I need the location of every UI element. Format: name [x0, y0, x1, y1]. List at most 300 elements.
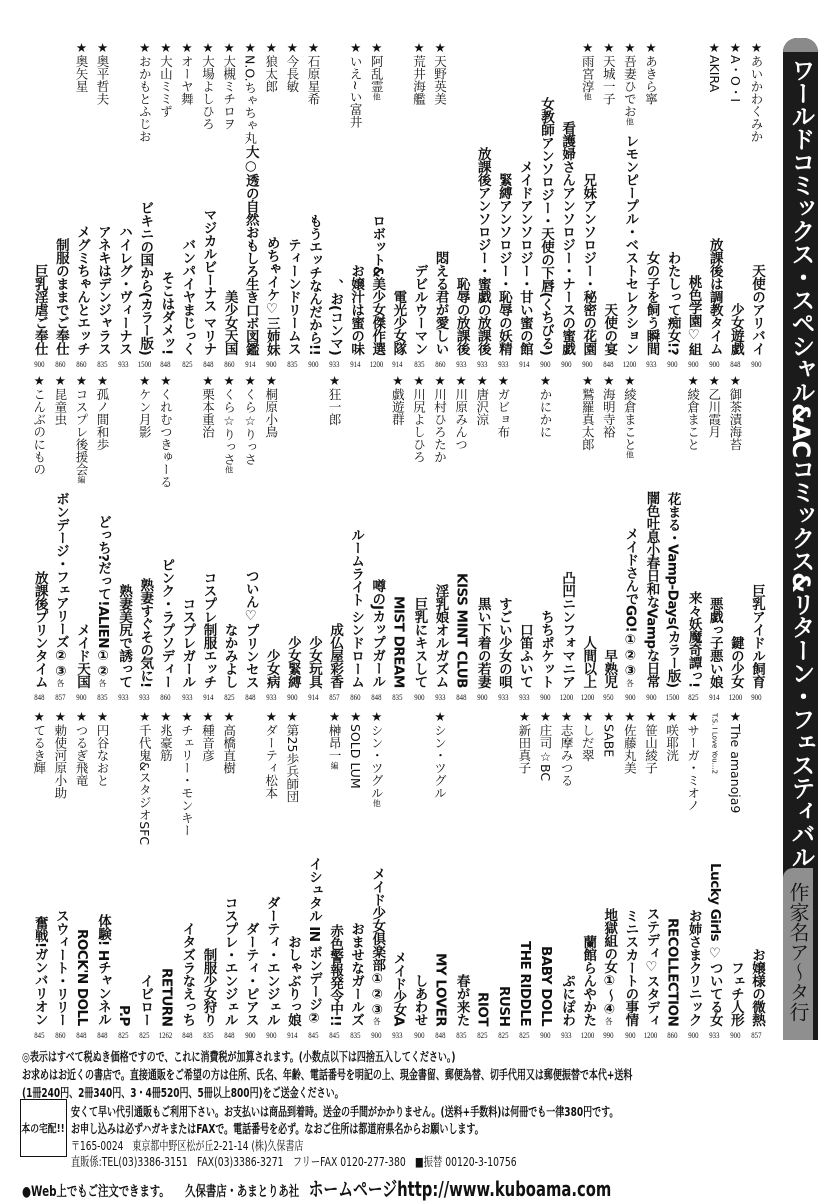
book-title[interactable]: 体験! Hチャンネル — [95, 914, 112, 1026]
author-name-text: ★SABE — [601, 709, 617, 758]
catalog-entry[interactable] — [683, 373, 704, 703]
book-price: 990 — [603, 1030, 614, 1040]
book-title[interactable]: 制服少女狩り — [200, 948, 217, 1026]
author-name-text: ★桐原小鳥 — [263, 373, 279, 438]
book-title[interactable]: 緊縛アンソロジー・恥辱の妖精 — [495, 173, 512, 355]
catalog-entry[interactable] — [662, 709, 683, 1041]
catalog-entry[interactable] — [683, 709, 704, 1041]
catalog-entry[interactable] — [640, 373, 661, 703]
catalog-entry[interactable] — [556, 40, 577, 370]
catalog-entry[interactable] — [155, 373, 176, 703]
book-title[interactable]: 放課後は調教タイム — [706, 238, 723, 355]
catalog-entry[interactable] — [514, 709, 535, 1041]
catalog-entry[interactable] — [619, 709, 640, 1041]
catalog-entry[interactable] — [282, 373, 303, 703]
catalog-entry[interactable] — [366, 40, 387, 370]
book-title[interactable]: 人間以上 — [580, 636, 597, 688]
book-title[interactable]: なかみよし — [221, 623, 238, 688]
book-title[interactable]: 恥辱の放課後 — [453, 277, 470, 355]
author-suffix: 他 — [625, 450, 635, 459]
catalog-entry[interactable] — [746, 40, 767, 370]
catalog-entry[interactable] — [219, 709, 240, 1041]
catalog-entry[interactable] — [197, 709, 218, 1041]
catalog-entry[interactable] — [725, 373, 746, 703]
book-title[interactable]: ボンデージ・フェアリーズ②③ — [52, 492, 69, 679]
author-name — [746, 40, 767, 143]
catalog-entry[interactable] — [598, 373, 619, 703]
book-title[interactable]: ロボット&美少女傑作選 — [369, 213, 386, 355]
book-title[interactable]: ステディ♡スタディ — [643, 906, 660, 1026]
catalog-entry[interactable] — [240, 709, 261, 1041]
book-title[interactable]: 春が来た — [453, 974, 470, 1026]
author-name — [577, 373, 598, 451]
author-name — [134, 373, 155, 438]
catalog-entry[interactable] — [197, 40, 218, 370]
book-price: 933 — [456, 359, 467, 369]
catalog-entry[interactable] — [303, 373, 324, 703]
catalog-entry[interactable] — [29, 40, 50, 370]
author-name — [324, 709, 345, 770]
catalog-entry[interactable] — [303, 40, 324, 370]
catalog-entry[interactable] — [619, 373, 640, 703]
catalog-entry[interactable] — [408, 373, 429, 703]
author-name-text: ★おかもとふじお — [137, 40, 153, 143]
book-title[interactable]: 熟妻美尻で誘って — [116, 584, 133, 688]
book-price: 835 — [97, 692, 108, 702]
catalog-entry[interactable] — [134, 40, 155, 370]
author-name-text: ★大場よしひろ — [200, 40, 216, 130]
book-title[interactable]: 少女病 — [263, 649, 280, 688]
book-title[interactable]: 放課後アンソロジー・蜜戯の放課後 — [474, 147, 491, 355]
book-title[interactable]: イビロー — [137, 974, 154, 1026]
catalog-entry[interactable] — [493, 40, 514, 370]
book-title[interactable]: MY LOVER — [432, 952, 449, 1026]
book-title[interactable]: おしゃぶりっ娘 — [284, 935, 301, 1026]
catalog-entry[interactable] — [324, 40, 345, 370]
catalog-entry[interactable] — [472, 709, 493, 1041]
author-name — [134, 40, 155, 143]
book-title[interactable]: ティーンドリームス — [284, 238, 301, 355]
book-price: 857 — [329, 692, 340, 702]
book-title[interactable]: 凸凹ニンフォマニア — [559, 571, 576, 688]
catalog-entry[interactable] — [324, 709, 345, 1041]
book-title[interactable]: もうエッチなんだから!! — [305, 213, 322, 355]
author-name-text: ★阿乱霊 — [369, 40, 385, 93]
book-title[interactable]: 口笛ふいて — [516, 623, 533, 688]
catalog-entry[interactable] — [514, 40, 535, 370]
catalog-entry[interactable] — [176, 373, 197, 703]
author-name-text: ★綾倉まこと — [622, 373, 638, 451]
catalog-entry[interactable] — [451, 709, 472, 1041]
catalog-entry[interactable] — [134, 709, 155, 1041]
book-price: 900 — [245, 1030, 256, 1040]
author-name-text: ★鷲羅真太郎 — [580, 373, 596, 451]
catalog-entry[interactable] — [345, 40, 366, 370]
catalog-entry[interactable] — [472, 40, 493, 370]
catalog-entry[interactable] — [71, 40, 92, 370]
catalog-entry[interactable] — [619, 40, 640, 370]
catalog-entry[interactable] — [71, 373, 92, 703]
author-name-text: ★奥矢星 — [73, 40, 89, 93]
book-price: 848 — [34, 692, 45, 702]
catalog-entry[interactable] — [282, 40, 303, 370]
book-title[interactable]: メイドさんでGO!①②③ — [622, 527, 639, 679]
catalog-entry[interactable] — [345, 373, 366, 703]
author-suffix: 他 — [372, 799, 382, 807]
author-name — [92, 40, 113, 105]
price-each-note: 各 — [56, 679, 65, 688]
author-name-text: ★くれむつきゅーる — [158, 373, 174, 488]
catalog-entry[interactable] — [50, 373, 71, 703]
author-name-text: ★くら☆りっさ — [242, 373, 258, 466]
catalog-entry[interactable] — [598, 709, 619, 1041]
catalog-entry[interactable] — [725, 709, 746, 1041]
author-name — [683, 709, 704, 812]
book-title[interactable]: ダーティ・ピアス — [242, 922, 259, 1026]
book-price: 848 — [730, 359, 741, 369]
book-title[interactable]: 女の子を飼う瞬間 — [643, 251, 660, 355]
catalog-entry[interactable] — [219, 373, 240, 703]
book-title[interactable]: 女教師アンソロジー・天使の下唇(くちびる) — [538, 96, 555, 355]
catalog-entry[interactable] — [430, 709, 451, 1041]
author-name-text: ★咲耶洸 — [664, 709, 680, 762]
book-title[interactable]: メイド少女倶楽部①②③ — [369, 866, 386, 1017]
catalog-entry[interactable] — [155, 709, 176, 1041]
catalog-entry[interactable] — [640, 709, 661, 1041]
book-price: 835 — [456, 1030, 467, 1040]
book-title[interactable]: 、お(コンマ) — [327, 278, 344, 355]
book-title[interactable]: アネキはデンジャラス — [95, 225, 112, 355]
book-title[interactable]: フェチ人形 — [727, 961, 744, 1026]
author-name-text: ★狂一郎 — [327, 373, 343, 426]
catalog-entry[interactable] — [303, 709, 324, 1041]
book-title[interactable]: 淫乳娘オルガズム — [432, 584, 449, 688]
catalog-entry[interactable] — [472, 373, 493, 703]
book-title[interactable]: ピンク・ラプソディー — [158, 558, 175, 688]
book-title[interactable]: メグミちゃんとエッチ — [73, 225, 90, 355]
author-name — [430, 40, 451, 105]
book-title[interactable]: スウィート・リリー — [52, 909, 69, 1026]
catalog-entry[interactable] — [704, 373, 725, 703]
book-title[interactable]: ルームライト シンドローム — [348, 527, 365, 688]
catalog-entry[interactable] — [514, 373, 535, 703]
catalog-entry[interactable] — [261, 709, 282, 1041]
book-title[interactable]: ちちポケット — [538, 610, 555, 688]
book-title[interactable]: 赤色警報発令中!! — [327, 923, 344, 1026]
book-title[interactable]: 熟妻すぐその気に! — [137, 578, 154, 688]
web-order-line — [22, 1156, 611, 1202]
catalog-entry[interactable] — [71, 709, 92, 1041]
delivery-line-2: お申し込みは必ずハガキまたはFAXで。電話番号を必ず。なおご住所は都道府県名からお願いします。 — [71, 1121, 484, 1136]
book-title[interactable]: お嬢様の微熱 — [748, 948, 765, 1026]
book-title[interactable]: コスプレ・エンジェル — [221, 896, 238, 1026]
catalog-entry[interactable] — [535, 709, 556, 1041]
book-title[interactable]: そこはダメッ! — [158, 271, 175, 355]
catalog-entry[interactable] — [493, 709, 514, 1041]
catalog-entry[interactable] — [50, 40, 71, 370]
book-title[interactable]: P.P — [116, 1005, 133, 1026]
book-price: 914 — [392, 359, 403, 369]
book-title[interactable]: おませなガールズ — [348, 922, 365, 1026]
book-price: 848 — [160, 359, 171, 369]
author-name — [345, 40, 366, 128]
author-suffix: 編 — [330, 761, 340, 770]
catalog-entry[interactable] — [704, 709, 725, 1041]
catalog-entry[interactable] — [683, 40, 704, 370]
catalog-entry[interactable] — [535, 373, 556, 703]
catalog-entry[interactable] — [261, 40, 282, 370]
book-title[interactable]: 闇色吐息小春日和なVampな日常 — [643, 491, 660, 688]
book-title[interactable]: わたしって痴女!? — [664, 251, 681, 355]
book-title[interactable]: 天使のアリバイ — [748, 264, 765, 355]
author-name — [261, 373, 282, 438]
author-name-text: ★チェリー・モンキー — [179, 709, 195, 837]
book-title[interactable]: 黒い下着の若妻 — [474, 597, 491, 688]
book-title[interactable]: ハイレグ・ヴィーナス — [116, 225, 133, 355]
catalog-entry[interactable] — [92, 40, 113, 370]
catalog-entry[interactable] — [556, 373, 577, 703]
catalog-entry[interactable] — [219, 40, 240, 370]
book-title[interactable]: イシュタル IN ボンデージ② — [305, 856, 322, 1026]
catalog-entry[interactable] — [535, 40, 556, 370]
author-suffix: 他 — [372, 92, 382, 101]
catalog-entry[interactable] — [662, 373, 683, 703]
catalog-entry[interactable] — [29, 709, 50, 1041]
book-price: 900 — [645, 692, 657, 702]
catalog-entry[interactable] — [282, 709, 303, 1041]
book-price: 900 — [76, 692, 87, 702]
catalog-entry[interactable] — [366, 373, 387, 703]
catalog-entry[interactable] — [577, 373, 598, 703]
catalog-entry[interactable] — [113, 40, 134, 370]
book-title[interactable]: ぷにぽわ — [559, 974, 576, 1026]
catalog-entry[interactable] — [176, 709, 197, 1041]
book-title[interactable]: マジカルビーナス マリナ — [200, 207, 217, 355]
book-title[interactable]: RUSH — [495, 985, 512, 1026]
catalog-entry[interactable] — [746, 709, 767, 1041]
publisher-name: 久保書店・あまとりあ社 — [185, 1184, 300, 1200]
catalog-entry[interactable] — [430, 40, 451, 370]
book-title[interactable]: 天使の宴 — [601, 303, 618, 355]
book-title[interactable]: 電光少女隊 — [390, 290, 407, 355]
catalog-entry[interactable] — [366, 709, 387, 1041]
book-title[interactable]: コスプレ制服エッチ — [200, 571, 217, 688]
book-title[interactable]: MIST DREAM — [390, 596, 407, 688]
author-name — [514, 709, 535, 774]
book-title[interactable]: 奮戦!ガンバリオン — [31, 916, 48, 1026]
book-title[interactable]: 成仏屋彩香 — [327, 623, 344, 688]
catalog-entry[interactable] — [113, 373, 134, 703]
book-title[interactable]: BABY DOLL — [538, 945, 555, 1026]
book-price: 933 — [498, 359, 509, 369]
author-name — [176, 709, 197, 837]
book-title[interactable]: デビルウーマン — [411, 264, 428, 355]
price-each-note: 各 — [98, 679, 107, 688]
book-price: 900 — [413, 692, 425, 702]
catalog-entry[interactable] — [387, 373, 408, 703]
author-name-text: ★奥平哲夫 — [95, 40, 111, 105]
book-title[interactable]: 看護婦さんアンソロジー・ナースの蜜戯 — [559, 121, 576, 355]
catalog-entry[interactable] — [113, 709, 134, 1041]
book-title[interactable]: ダーティ・エンジェル — [263, 896, 280, 1026]
book-price: 900 — [34, 359, 45, 369]
book-title[interactable]: 大○透の自然おもしろ生き口ボ図鑑 — [242, 144, 259, 355]
catalog-entry[interactable] — [50, 709, 71, 1041]
book-title[interactable]: THE RIDDLE — [516, 940, 533, 1026]
author-name — [535, 373, 556, 438]
series-title: ワールドコミックス・スペシャル&ACコミックス&リターン・フェスティバル — [787, 58, 815, 869]
book-title[interactable]: レモンピープル・ベストセレクション — [622, 134, 639, 355]
catalog-entry[interactable] — [92, 709, 113, 1041]
catalog-entry[interactable] — [451, 40, 472, 370]
book-title[interactable]: RETURN — [158, 967, 175, 1026]
book-price: 900 — [477, 692, 488, 702]
author-name — [176, 40, 197, 105]
book-title[interactable]: 巨乳アイドル飼育 — [748, 584, 765, 688]
book-title[interactable]: ついん♡プリンセス — [242, 568, 259, 688]
catalog-entry[interactable] — [261, 373, 282, 703]
book-title[interactable]: どっち?だって!ALIEN①② — [95, 514, 112, 679]
book-title[interactable]: 巨乳にキスして — [411, 597, 428, 688]
book-title[interactable]: メイドアンソロジー・甘い蜜の館 — [516, 160, 533, 355]
book-title[interactable]: 早熟児 — [601, 649, 618, 688]
book-title[interactable]: イタズラなえっち — [179, 922, 196, 1026]
catalog-entry[interactable] — [92, 373, 113, 703]
book-title[interactable]: 巨乳淫虐ご奉仕 — [31, 264, 48, 355]
book-price: 825 — [224, 692, 235, 702]
catalog-entry[interactable] — [345, 709, 366, 1041]
catalog-entry[interactable] — [240, 40, 261, 370]
book-title[interactable]: 制服のままでご奉仕 — [52, 238, 69, 355]
catalog-entry[interactable] — [197, 373, 218, 703]
book-price: 900 — [730, 1030, 741, 1040]
catalog-entry[interactable] — [640, 40, 661, 370]
author-name — [577, 40, 598, 101]
author-name-text: ★川尻よしひろ — [411, 373, 427, 463]
author-name — [92, 709, 113, 787]
author-name — [345, 709, 366, 789]
catalog-entry[interactable] — [29, 373, 50, 703]
book-title[interactable]: メイド少女A — [390, 951, 407, 1026]
author-name — [219, 40, 240, 130]
book-title[interactable]: コスプレガール — [179, 597, 196, 688]
book-title[interactable]: ROCK'N DOLL — [73, 929, 90, 1026]
book-price: 900 — [751, 692, 762, 702]
author-name-text: ★乙川霞月 — [706, 373, 722, 438]
author-name — [408, 40, 429, 105]
catalog-entry[interactable] — [176, 40, 197, 370]
author-name-text: ★川村ひろたか — [432, 373, 448, 463]
author-name-text: ★榊昂一 — [327, 709, 343, 762]
author-name — [535, 709, 556, 781]
book-title[interactable]: RIOT — [474, 991, 491, 1026]
book-price: 860 — [434, 359, 446, 369]
book-title[interactable]: 美少女天国 — [221, 290, 238, 355]
author-name — [71, 40, 92, 93]
book-title[interactable]: KISS MINT CLUB — [453, 573, 470, 688]
book-title[interactable]: ビキニの国から(カラー版) — [137, 200, 154, 355]
book-title[interactable]: 少女玩具 — [305, 636, 322, 688]
book-title[interactable]: お嬢汁は蜜の味 — [348, 264, 365, 355]
book-title[interactable]: お姉さまクリニック — [685, 909, 702, 1026]
book-price: 900 — [371, 1030, 382, 1040]
book-title[interactable]: 兄妹アンソロジー・秘密の花園 — [580, 173, 597, 355]
author-name-text: ★こんぶのにもの — [31, 373, 47, 476]
catalog-entry[interactable] — [408, 709, 429, 1041]
book-title[interactable]: 放課後プリンタイム — [31, 571, 48, 688]
book-price: 845 — [34, 1030, 45, 1040]
catalog-entry[interactable] — [387, 709, 408, 1041]
book-title[interactable]: 花まる・Vamp-Days(カラー版) — [664, 492, 681, 688]
book-title[interactable]: メイド天国 — [73, 623, 90, 688]
author-name — [619, 373, 640, 459]
catalog-entry[interactable] — [240, 373, 261, 703]
book-title[interactable]: しあわせ — [411, 974, 428, 1026]
book-price: 848 — [76, 1030, 87, 1040]
book-title[interactable]: 噂のJカップガール — [369, 579, 386, 688]
author-suffix: 他 — [625, 117, 635, 126]
book-title[interactable]: 少女遊戯 — [727, 303, 744, 355]
book-price: 825 — [519, 1030, 530, 1040]
catalog-entry[interactable] — [725, 40, 746, 370]
catalog-entry[interactable] — [134, 373, 155, 703]
book-title[interactable]: Lucky Girls ♡ついてる女 — [706, 863, 723, 1026]
book-price: 933 — [266, 692, 277, 702]
author-name — [261, 40, 282, 93]
catalog-entry[interactable] — [746, 373, 767, 703]
catalog-entry[interactable] — [451, 373, 472, 703]
book-title[interactable]: バンパイヤまじっく — [179, 238, 196, 355]
catalog-entry[interactable] — [556, 709, 577, 1041]
book-price: 900 — [688, 359, 699, 369]
book-title[interactable]: 鍵の少女 — [727, 636, 744, 688]
book-title[interactable]: 悪戯っ子悪い娘 — [706, 597, 723, 688]
author-name-text: ★SOLD LUM — [348, 709, 364, 789]
homepage-link[interactable]: ホームページhttp://www.kuboama.com — [308, 1177, 612, 1201]
book-title[interactable]: 少女緊縛 — [284, 636, 301, 688]
book-price: 950 — [603, 692, 614, 702]
catalog-entry[interactable] — [430, 373, 451, 703]
book-title[interactable]: めちゃイケ♡三姉妹 — [263, 235, 280, 355]
book-title[interactable]: ミニスカートの事情 — [622, 909, 639, 1026]
catalog-entry[interactable] — [598, 40, 619, 370]
book-title[interactable]: すごい少女の唄 — [495, 597, 512, 688]
catalog-entry[interactable] — [155, 40, 176, 370]
catalog-entry[interactable] — [408, 40, 429, 370]
book-price: 900 — [666, 359, 678, 369]
author-name — [50, 709, 71, 799]
catalog-entry[interactable] — [493, 373, 514, 703]
book-title[interactable]: 蘭館らんやかた — [580, 935, 597, 1026]
book-title[interactable]: 地獄組の女①～④ — [601, 908, 618, 1017]
catalog-entry[interactable] — [704, 40, 725, 370]
book-title[interactable]: 悶える君が愛しい — [432, 251, 449, 355]
author-name-text: ★戯遊群 — [390, 373, 406, 426]
author-name — [282, 709, 303, 802]
author-name-text: ★千代鬼&スタジオSFC — [137, 709, 153, 846]
book-title[interactable]: 来々妖魔奇譚っ! — [685, 591, 702, 688]
catalog-entry[interactable] — [387, 40, 408, 370]
catalog-entry[interactable] — [577, 40, 598, 370]
shipping-note: (1冊240円、2冊340円、3・4冊520円、5冊以上800円)をご送金ください。 — [22, 1085, 344, 1100]
catalog-entry[interactable] — [577, 709, 598, 1041]
band-cap — [783, 38, 818, 52]
book-title[interactable]: 桃色学園♡組 — [685, 274, 702, 355]
catalog-entry[interactable] — [324, 373, 345, 703]
catalog-entry[interactable] — [662, 40, 683, 370]
author-name-text: ★サーガ・ミオノ — [685, 709, 701, 812]
book-title[interactable]: RECOLLECTION — [664, 917, 681, 1026]
